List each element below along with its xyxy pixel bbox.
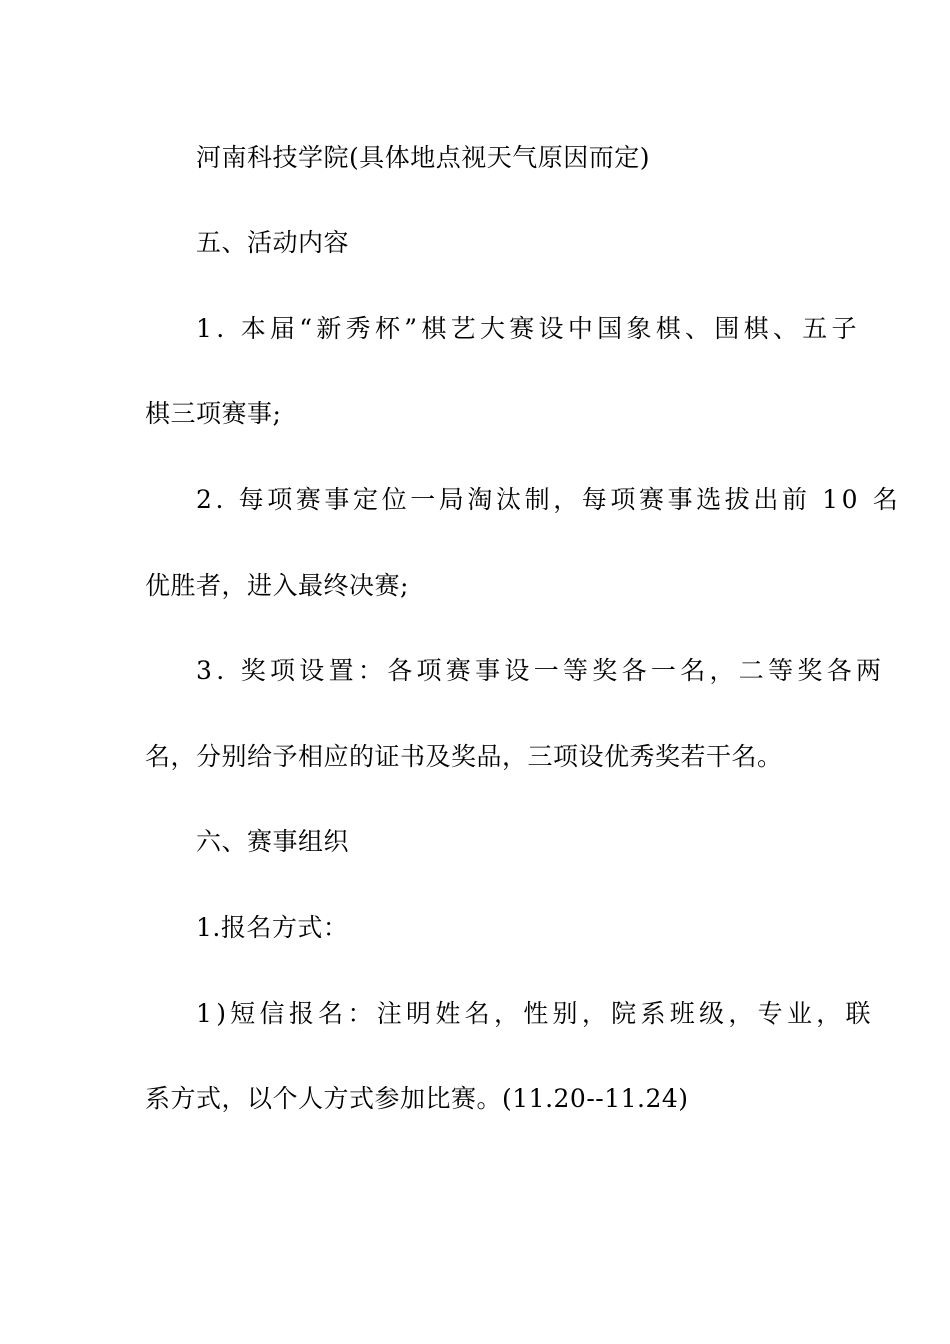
item-3-line-1: 3. 奖项设置：各项赛事设一等奖各一名，二等奖各两 [196,656,886,685]
item-2-line-2: 优胜者，进入最终决赛; [145,571,409,600]
sms-registration-line-1: 1)短信报名：注明姓名，性别，院系班级，专业，联 [196,999,875,1028]
sms-registration-line-2: 系方式，以个人方式参加比赛。(11.20--11.24) [145,1084,689,1113]
section-heading-activity-content: 五、活动内容 [196,228,350,257]
item-1-line-1: 1. 本届“新秀杯”棋艺大赛设中国象棋、围棋、五子 [196,314,861,343]
registration-method-heading: 1.报名方式： [196,913,349,942]
item-3-line-2: 名，分别给予相应的证书及奖品，三项设优秀奖若干名。 [145,742,783,771]
venue-line: 河南科技学院(具体地点视天气原因而定) [196,143,651,172]
item-2-line-1: 2. 每项赛事定位一局淘汰制，每项赛事选拔出前 10 名 [196,485,902,514]
item-1-line-2: 棋三项赛事; [145,399,282,428]
section-heading-event-organization: 六、赛事组织 [196,827,350,856]
